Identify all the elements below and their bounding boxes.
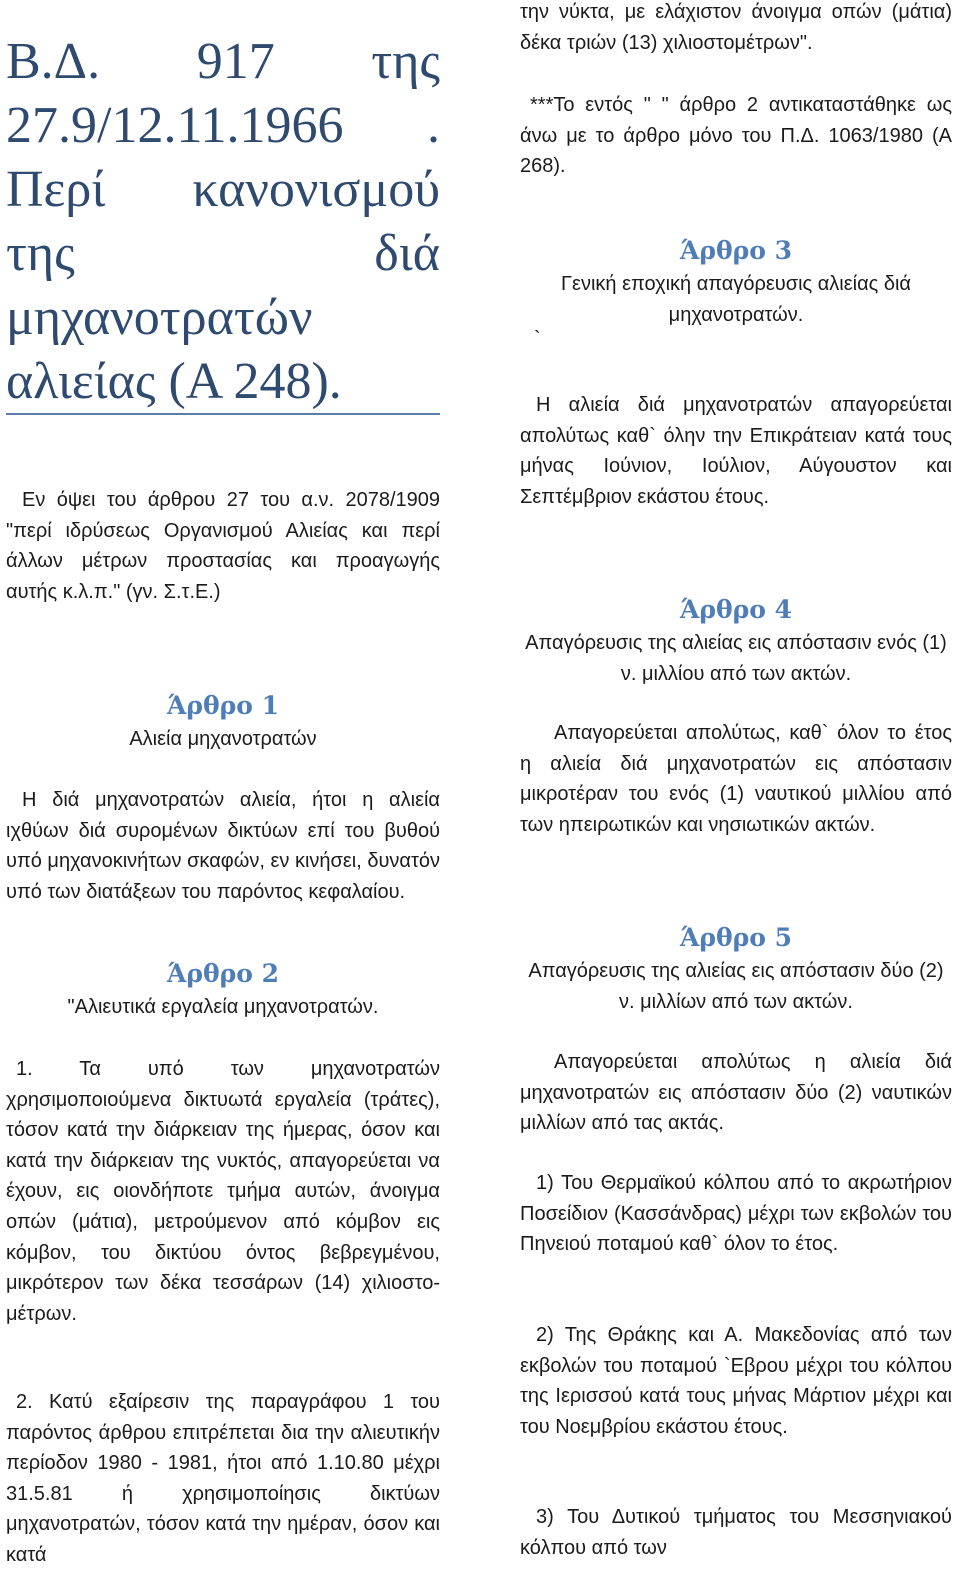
- document-title: Β.Δ. 917 της 27.9/12.11.1966 . Περί κανονισμού της διά μηχανοτρατών αλιείας (Α 248).: [6, 33, 440, 410]
- article-2-paragraph-2: 2. Κατύ εξαίρεσιν της παραγράφου 1 του παρόντος άρθρου επιτρέπεται δια την αλιευτικήν περίοδον 1980 - 1981, ήτοι από 1.10.80 μέχρι 31.5.81 ή χρησιμοποίησις δικτύων μηχανοτρατών, τόσον κατά την ημέραν, όσον και κατά: [6, 1391, 440, 1566]
- article-5-item-2: 2) Της Θράκης και Α. Μακεδονίας από των εκβολών του ποταμού `Εβρου μέχρι του κόλπου της Ιερισσού κατά τους μήνας Μάρτιον μέχρι και του Νοεμβρίου εκάστου έτους.: [520, 1324, 952, 1438]
- article-2-continuation: την νύκτα, με ελάχιστον άνοιγμα οπών (μάτια) δέκα τριών (13) χιλιοστομέτρων".: [520, 1, 952, 54]
- article-1-text: Η διά μηχανοτρατών αλιεία, ήτοι η αλιεία ιχθύων διά συρομένων δικτύων επί του βυθού υπό μηχανοκινήτων σκαφών, εν κινήσει, δυνατόν υπό των διατάξεων του παρόντος κεφαλαίου.: [6, 789, 440, 903]
- article-1-heading: Άρθρο 1: [166, 691, 280, 720]
- article-4-subtitle: Απαγόρευσις της αλιείας εις απόστασιν ενός (1) ν. μιλλίου από των ακτών.: [525, 632, 947, 685]
- title-underline: [6, 413, 440, 415]
- article-5-item-3: 3) Του Δυτικού τμήματος του Μεσσηνιακού κόλπου από των: [520, 1506, 952, 1559]
- article-3-subtitle: Γενική εποχική απαγόρευσις αλιείας διά μηχανοτρατών.: [561, 273, 911, 326]
- article-2-paragraph-1: 1. Τα υπό των μηχανοτρατών χρησιμοποιούμενα δικτυωτά εργαλεία (τράτες), τόσον κατά την διάρκειαν της ήμερας, όσον και κατά την διάρκειαν της νυκτός, απαγορεύεται να έχουν, εις οιονδήποτε τμήμα αυτών, άνοιγμα οπών (μάτια), μετρούμενον από κόμβον εις κόμβον, του δικτύου όντος βεβρεγμένου, μικρότερον των δέκα τεσσάρων (14) χιλιοστο- μέτρων.: [6, 1058, 440, 1325]
- article-2-amendment-note: ***Το εντός " " άρθρο 2 αντικαταστάθηκε ως άνω με το άρθρο μόνο του Π.Δ. 1063/1980 (Α 268).: [520, 94, 952, 178]
- article-4-text: Απαγορεύεται απολύτως, καθ` όλον το έτος η αλιεία διά μηχανοτρατών εις απόστασιν μικροτέραν του ενός (1) ναυτικού μιλλίου από των ηπειρωτικών και νησιωτικών ακτών.: [520, 722, 952, 836]
- preamble-text: Εν όψει του άρθρου 27 του α.ν. 2078/1909 "περί ιδρύσεως Οργανισμού Αλιείας και περί άλλων μέτρων προστασίας και προαγωγής αυτής κ.λ.π." (γν. Σ.τ.Ε.): [6, 489, 440, 603]
- article-2-subtitle: "Αλιευτικά εργαλεία μηχανοτρατών.: [67, 996, 379, 1018]
- article-1-subtitle: Αλιεία μηχανοτρατών: [129, 728, 317, 750]
- article-3-text: Η αλιεία διά μηχανοτρατών απαγορεύεται απολύτως καθ` όλην την Επικράτειαν κατά τους μήνας Ιούνιον, Ιούλιον, Αύγουστον και Σεπτέμβριον εκάστου έτους.: [520, 394, 952, 508]
- article-5-subtitle: Απαγόρευσις της αλιείας εις απόστασιν δύο (2) ν. μιλλίων από των ακτών.: [528, 960, 944, 1013]
- article-3-mark: `: [534, 328, 541, 350]
- article-5-text: Απαγορεύεται απολύτως η αλιεία διά μηχανοτρατών εις απόστασιν δύο (2) ναυτικών μιλλίων από τας ακτάς.: [520, 1051, 952, 1135]
- article-5-heading: Άρθρο 5: [679, 923, 793, 952]
- article-4-heading: Άρθρο 4: [679, 595, 793, 624]
- article-5-item-1: 1) Του Θερμαϊκού κόλπου από το ακρωτήριον Ποσείδιον (Κασσάνδρας) μέχρι των εκβολών του Πηνειού ποταμού καθ` όλον το έτος.: [520, 1172, 952, 1256]
- article-2-heading: Άρθρο 2: [166, 959, 280, 988]
- article-3-heading: Άρθρο 3: [679, 236, 793, 265]
